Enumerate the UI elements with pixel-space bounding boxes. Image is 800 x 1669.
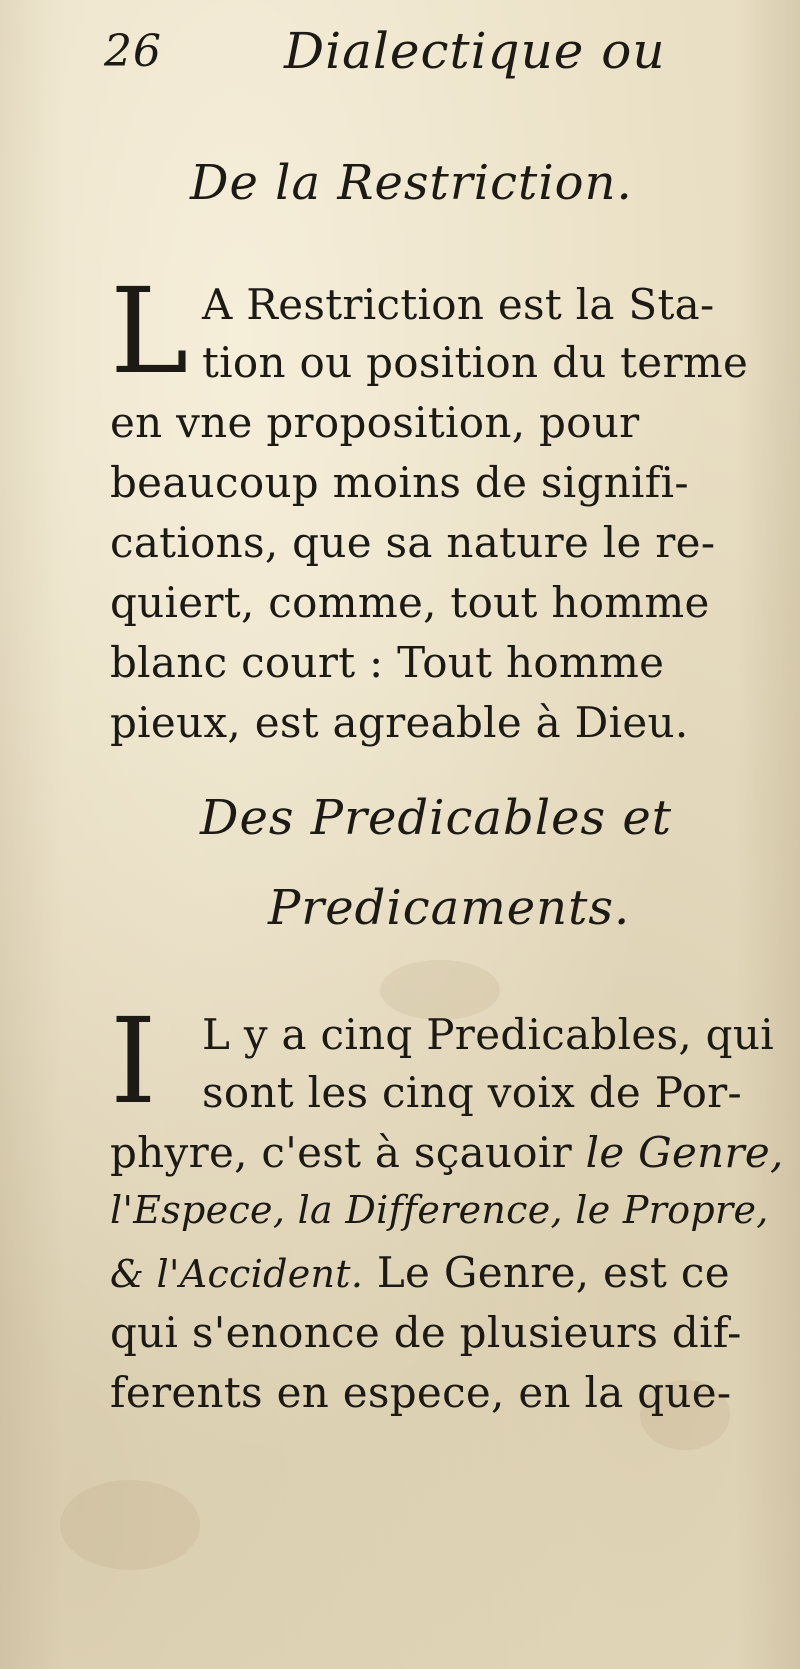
paragraph-restriction [110, 262, 750, 760]
text-line: sont les cinq voix de Por- [202, 1068, 743, 1117]
paper-stain [60, 1480, 200, 1570]
terms-line: l'Espece, la Difference, le Propre, [110, 1188, 769, 1232]
text-line: tion ou position du terme [202, 338, 749, 387]
text-line: beaucoup moins de signifi- [110, 458, 689, 507]
text-roman: Le Genre, est ce [363, 1248, 730, 1297]
running-title: Dialectique ou [284, 22, 666, 80]
text-line: en vne proposition, pour [110, 398, 640, 447]
text-line [110, 1128, 784, 1177]
text-line: cations, que sa nature le re- [110, 518, 716, 567]
text-line: ferents en espece, en la que- [110, 1368, 732, 1417]
term-genre: le Genre, [585, 1128, 784, 1177]
drop-cap-l: L [110, 262, 189, 400]
drop-cap-i: I [110, 992, 157, 1130]
text-line [110, 1248, 730, 1297]
page-number: 26 [104, 26, 162, 77]
text-line: pieux, est agreable à Dieu. [110, 698, 689, 747]
text-roman: phyre, c'est à sçauoir [110, 1128, 586, 1177]
section-heading-predicables: Des Predicables et [200, 790, 673, 846]
term-accident: & l'Accident. [110, 1252, 364, 1296]
text-line: A Restriction est la Sta- [202, 280, 715, 329]
text-line: quiert, comme, tout homme [110, 578, 710, 627]
running-head [104, 22, 704, 92]
text-line: qui s'enonce de plusieurs dif- [110, 1308, 742, 1357]
section-heading-restriction: De la Restriction. [190, 155, 633, 211]
section-heading-predicaments: Predicaments. [268, 880, 631, 936]
text-line: L y a cinq Predicables, qui [202, 1010, 774, 1059]
paragraph-predicables [110, 992, 784, 1450]
text-line: blanc court : Tout homme [110, 638, 665, 687]
